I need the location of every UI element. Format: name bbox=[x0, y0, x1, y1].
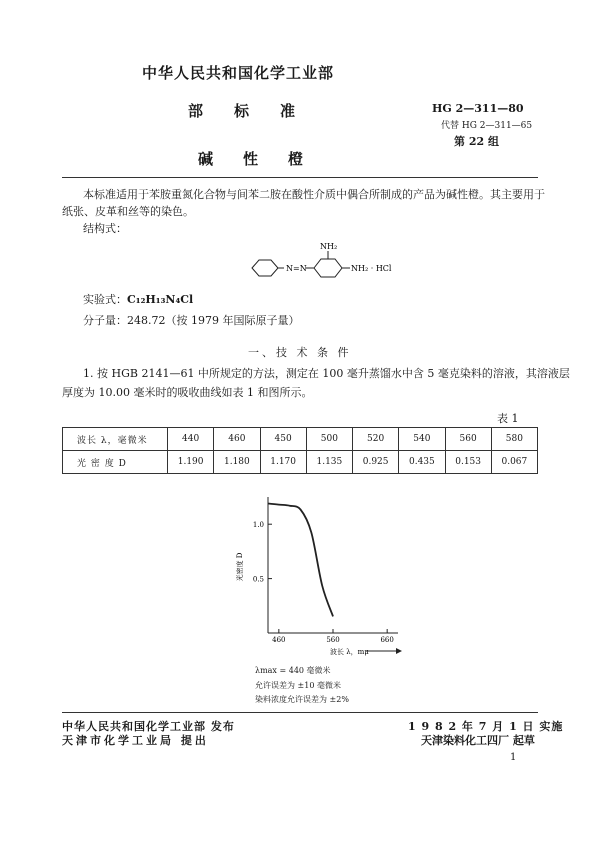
tolerance-note: 允许误差为 ±10 毫微米 bbox=[255, 681, 341, 690]
intro-paragraph-line1: 本标准适用于苯胺重氮化合物与间苯二胺在酸性介质中偶合所制成的产品为碱性橙。其主要用于 bbox=[83, 188, 545, 201]
ministry-title: 中华人民共和国化学工业部 bbox=[142, 64, 335, 82]
wavelength-cell: 580 bbox=[491, 428, 537, 451]
x-tick-label: 660 bbox=[380, 636, 394, 644]
table-label: 表 1 bbox=[497, 412, 519, 425]
footer-issuer: 中华人民共和国化学工业部 发布 bbox=[62, 720, 235, 733]
azo-group: N=N bbox=[286, 264, 307, 273]
lambda-max-note: λmax = 440 毫微米 bbox=[255, 666, 331, 675]
header-rule bbox=[62, 177, 538, 178]
standard-code: HG 2—311—80 bbox=[432, 102, 524, 115]
wavelength-cell: 440 bbox=[168, 428, 214, 451]
y-tick-label: 1.0 bbox=[252, 521, 264, 530]
item1-line2: 厚度为 10.00 毫米时的吸收曲线如表 1 和图所示。 bbox=[62, 386, 313, 399]
density-cell: 1.190 bbox=[168, 451, 214, 474]
group-number: 第 22 组 bbox=[454, 135, 499, 148]
footer-date: 1 9 8 2 年 7 月 1 日 实施 bbox=[408, 720, 564, 733]
density-cell: 0.435 bbox=[399, 451, 445, 474]
empirical-formula bbox=[83, 291, 193, 308]
amino-group-top: NH₂ bbox=[320, 242, 338, 251]
replaces-code: 代替 HG 2—311—65 bbox=[441, 121, 533, 131]
table-row-density bbox=[63, 451, 538, 474]
density-cell: 0.067 bbox=[491, 451, 537, 474]
concentration-note: 染料浓度允许误差为 ±2% bbox=[255, 695, 349, 704]
intro-paragraph-line2: 纸张、皮革和丝等的染色。 bbox=[62, 205, 194, 218]
density-cell: 1.180 bbox=[214, 451, 260, 474]
table-row-wavelength bbox=[63, 428, 538, 451]
y-axis-label: 光密度 D bbox=[236, 552, 244, 582]
benzene-ring-right bbox=[314, 259, 342, 277]
x-tick-label: 560 bbox=[326, 636, 340, 644]
footer-drafter: 天津染料化工四厂 起草 bbox=[421, 734, 535, 747]
formula-label: 实验式： bbox=[83, 293, 127, 306]
arrow-head bbox=[396, 648, 402, 654]
doc-type-title: 部标准 bbox=[188, 102, 327, 120]
wavelength-cell: 520 bbox=[353, 428, 399, 451]
footer-proposer: 天津市化学工业局 提出 bbox=[62, 734, 209, 747]
density-cell: 1.135 bbox=[306, 451, 352, 474]
molecular-weight bbox=[83, 312, 299, 329]
absorption-chart bbox=[228, 492, 408, 662]
density-cell: 0.925 bbox=[353, 451, 399, 474]
wavelength-cell: 500 bbox=[306, 428, 352, 451]
x-tick-label: 460 bbox=[272, 636, 286, 644]
item1-line1: 1. 按 HGB 2141—61 中所规定的方法，测定在 100 毫升蒸馏水中含 5 毫克染料的溶液，其溶液层 bbox=[83, 367, 570, 380]
structure-label: 结构式： bbox=[83, 222, 127, 235]
absorption-curve bbox=[268, 504, 333, 617]
mw-label: 分子量： bbox=[83, 314, 127, 327]
mw-value: 248.72（按 1979 年国际原子量） bbox=[127, 314, 300, 327]
wavelength-cell: 540 bbox=[399, 428, 445, 451]
wavelength-cell: 450 bbox=[260, 428, 306, 451]
density-cell: 1.170 bbox=[260, 451, 306, 474]
product-name-title: 碱性橙 bbox=[198, 150, 334, 168]
benzene-ring-left bbox=[252, 260, 278, 276]
y-tick-label: 0.5 bbox=[252, 575, 264, 584]
structural-formula bbox=[240, 238, 440, 286]
amino-hcl-group: NH₂ · HCl bbox=[351, 264, 392, 273]
wavelength-cell: 460 bbox=[214, 428, 260, 451]
density-cell: 0.153 bbox=[445, 451, 491, 474]
section-title: 一、技 术 条 件 bbox=[248, 346, 352, 359]
row-header-wavelength: 波长 λ，毫微米 bbox=[63, 428, 168, 451]
wavelength-cell: 560 bbox=[445, 428, 491, 451]
absorption-table bbox=[62, 427, 538, 474]
row-header-density: 光 密 度 D bbox=[63, 451, 168, 474]
footer-rule bbox=[62, 712, 538, 713]
page-number: 1 bbox=[510, 752, 517, 763]
formula-value: C₁₂H₁₃N₄Cl bbox=[127, 293, 194, 306]
x-axis-label: 波长 λ，mμ bbox=[330, 648, 369, 656]
